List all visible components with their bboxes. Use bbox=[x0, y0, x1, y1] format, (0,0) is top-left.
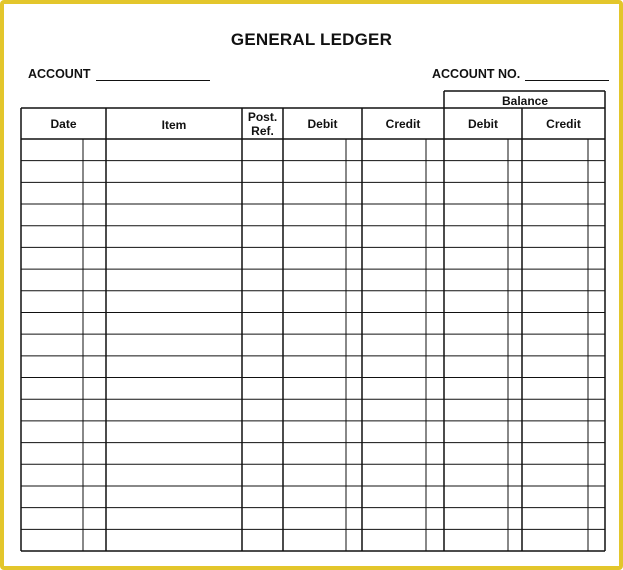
post-ref-header bbox=[242, 110, 283, 138]
balance-debit-header: Debit bbox=[468, 117, 498, 131]
post-ref-header-line1: Post. bbox=[247, 110, 278, 124]
date-header: Date bbox=[50, 117, 77, 131]
debit-header: Debit bbox=[307, 117, 338, 131]
account-no-label: ACCOUNT NO. bbox=[432, 67, 521, 81]
balance-credit-header: Credit bbox=[546, 117, 581, 131]
page-title: GENERAL LEDGER bbox=[230, 30, 393, 49]
item-header: Item bbox=[161, 118, 187, 132]
account-label: ACCOUNT bbox=[28, 67, 91, 81]
credit-header: Credit bbox=[385, 117, 421, 131]
balance-header: Balance bbox=[501, 94, 549, 108]
ledger-grid bbox=[4, 4, 619, 566]
post-ref-header-line2: Ref. bbox=[251, 124, 274, 138]
